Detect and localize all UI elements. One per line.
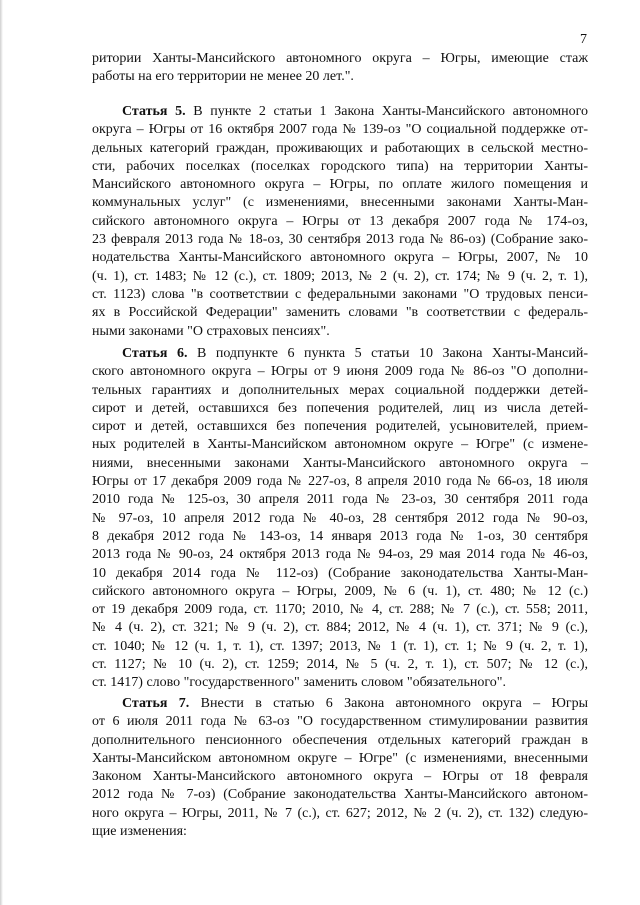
article-7-paragraph [92, 695, 588, 841]
text-line: нодательства Ханты-Мансийского автономного округа – Югры, 2007, № 10 [92, 250, 588, 266]
text-line: № 4 (ч. 2), ст. 321; № 9 (ч. 2), ст. 884; 2012, № 4 (ч. 1), ст. 371; № 9 (с.), [92, 620, 588, 636]
article-6-paragraph [92, 345, 588, 693]
text-line [92, 345, 588, 363]
text-line: ритории Ханты-Мансийского автономного округа – Югры, имеющие стаж [92, 51, 588, 66]
text-line: ст. 1123) слова "в соответствии с федеральными законами "О трудовых пенси- [92, 286, 588, 302]
text-line: Мансийского автономного округа – Югры, по оплате жилого помещения и [92, 177, 588, 193]
article-5-heading: Статья 5. [122, 104, 186, 119]
article-7-heading: Статья 7. [122, 696, 190, 711]
text-line: сирот и детей, оставшихся без попечения родителей, лиц из числа детей- [92, 400, 588, 416]
text-line: сти, рабочих поселках (поселках городского типа) на территории Ханты- [92, 158, 588, 174]
article-5-paragraph [92, 103, 588, 341]
text-line: (ч. 1), ст. 1483; № 12 (с.), ст. 1809; 2013, № 2 (ч. 2), ст. 174; № 9 (ч. 2, т. 1), [92, 268, 588, 284]
text-line: коммунальных услуг" (с изменениями, внесенными законами Ханты-Ман- [92, 195, 588, 211]
text-line: 23 февраля 2013 года № 18-оз, 30 сентября 2013 года № 86-оз) (Собрание зако- [92, 232, 588, 248]
scan-edge [0, 0, 3, 905]
text-line: ст. 1417) слово "государственного" заменить словом "обязательного". [92, 675, 506, 691]
text-line: ст. 1040; № 12 (ч. 1, т. 1), ст. 1397; 2013, № 1 (т. 1), ст. 1; № 9 (ч. 2, т. 1), [92, 638, 588, 654]
text-line: тельных гарантиях и дополнительных мерах социальной поддержки детей- [92, 382, 588, 398]
text-line: от 19 декабря 2009 года, ст. 1170; 2010, № 4, ст. 288; № 7 (с.), ст. 558; 2011, [92, 602, 588, 618]
text-line: ных родителей в Ханты-Мансийском автономном округе – Югре" (с измене- [92, 437, 588, 453]
text-line: 2012 года № 7-оз) (Собрание законодательства Ханты-Мансийского автоном- [92, 787, 588, 803]
text-line: сирот и детей, оставшихся без попечения родителей, усыновителей, прием- [92, 419, 588, 435]
text-line: округа – Югры от 16 октября 2007 года № 139-оз "О социальной поддержке от- [92, 122, 588, 138]
text-fragment: В пункте 2 статьи 1 Закона Ханты-Мансийского автономного [185, 104, 588, 119]
text-line: сийского автономного округа – Югры, 2009, № 6 (ч. 1), ст. 480; № 12 (с.) [92, 583, 588, 599]
text-line [92, 695, 588, 713]
text-line: ст. 1127; № 10 (ч. 2), ст. 1259; 2014, № 5 (ч. 2, т. 1), ст. 507; № 12 (с.), [92, 657, 588, 673]
text-line: ными законами "О страховых пенсиях". [92, 323, 330, 339]
text-line [92, 103, 588, 121]
text-line: ниями, внесенными законами Ханты-Мансийского автономного округа – [92, 455, 588, 471]
text-line: 2013 года № 90-оз, 24 октября 2013 года № 94-оз, 29 мая 2014 года № 46-оз, [92, 547, 588, 563]
continuation-paragraph [92, 50, 588, 87]
text-fragment: Внести в статью 6 Закона автономного округа – Югры [189, 696, 588, 711]
text-line: ях в Российской Федерации" заменить словами "в соответствии с федераль- [92, 305, 588, 321]
text-line: работы на его территории не менее 20 лет.". [92, 69, 354, 85]
text-line: ского автономного округа – Югры от 9 июня 2009 года № 86-оз "О дополни- [92, 364, 588, 380]
text-line: дельных категорий граждан, проживающих и работающих в сельской местно- [92, 140, 588, 156]
text-fragment: В подпункте 6 пункта 5 статьи 10 Закона Ханты-Мансий- [187, 346, 588, 361]
text-line: 8 декабря 2012 года № 143-оз, 14 января 2013 года № 1-оз, 30 сентября [92, 528, 588, 544]
text-line: Законом Ханты-Мансийского автономного округа – Югры от 18 февраля [92, 769, 588, 785]
article-6-heading: Статья 6. [122, 346, 188, 361]
text-line: дополнительного пенсионного обеспечения отдельных категорий граждан в [92, 732, 588, 748]
text-line: сийского автономного округа – Югры от 13 декабря 2007 года № 174-оз, [92, 213, 588, 229]
text-line: ного округа – Югры, 2011, № 7 (с.), ст. 627; 2012, № 2 (ч. 2), ст. 132) следую- [92, 805, 588, 821]
text-line: от 6 июля 2011 года № 63-оз "О государственном стимулировании развития [92, 714, 588, 730]
text-line: 10 декабря 2014 года № 112-оз) (Собрание законодательства Ханты-Ман- [92, 565, 588, 581]
text-line: № 97-оз, 10 апреля 2012 года № 40-оз, 28 сентября 2012 года № 90-оз, [92, 510, 588, 526]
text-line: щие изменения: [92, 824, 187, 840]
page-number: 7 [580, 32, 587, 47]
text-line: Ханты-Мансийском автономном округе – Югре" (с изменениями, внесенными [92, 750, 588, 766]
text-line: Югры от 17 декабря 2009 года № 227-оз, 8 апреля 2010 года № 66-оз, 18 июля [92, 474, 588, 490]
text-line: 2010 года № 125-оз, 30 апреля 2011 года № 23-оз, 30 сентября 2011 года [92, 492, 588, 508]
